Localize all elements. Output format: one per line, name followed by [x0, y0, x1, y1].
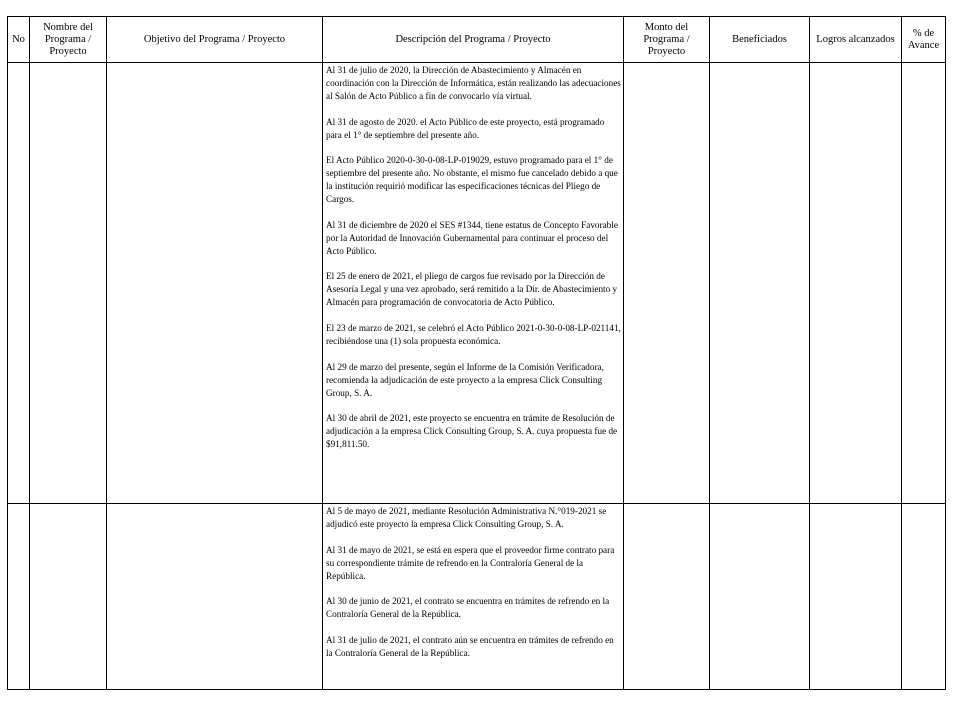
cell-objective [107, 63, 323, 504]
cell-program-name [30, 63, 107, 504]
cell-program-name [30, 504, 107, 690]
header-beneficiaries: Beneficiados [710, 17, 810, 63]
header-achievements: Logros alcanzados [810, 17, 902, 63]
header-amount: Monto del Programa / Proyecto [624, 17, 710, 63]
header-objective: Objetivo del Programa / Proyecto [107, 17, 323, 63]
description-paragraph: Al 31 de julio de 2020, la Dirección de Abastecimiento y Almacén en coordinación con la Dirección de Informática, están realizando las adecuaciones al Salón de Acto Público a fin de convocarlo vía virtual. [326, 65, 621, 101]
cell-achievements [810, 63, 902, 504]
table-row [8, 63, 946, 504]
cell-beneficiaries [710, 63, 810, 504]
cell-amount [624, 504, 710, 690]
header-description: Descripción del Programa / Proyecto [323, 17, 624, 63]
description-paragraph: El Acto Público 2020-0-30-0-08-LP-019029, estuvo programado para el 1° de septiembre del presente año. No obstante, el mismo fue cancelado debido a que la institución requirió modificar las especificaciones técnicas del Pliego de Cargos. [326, 155, 618, 205]
description-paragraph: Al 29 de marzo del presente, según el Informe de la Comisión Verificadora, recomienda la adjudicación de este proyecto a la empresa Click Consulting Group, S. A. [326, 361, 604, 398]
description-paragraph: Al 5 de mayo de 2021, mediante Resolución Administrativa N.°019-2021 se adjudicó este proyecto la empresa Click Consulting Group, S. A. [326, 506, 607, 529]
header-progress: % de Avance [902, 17, 946, 63]
description-paragraph: Al 31 de diciembre de 2020 el SES #1344, tiene estatus de Concepto Favorable por la Autoridad de Innovación Gubernamental para continuar el proceso del Acto Público. [326, 219, 618, 256]
table-row [8, 504, 946, 690]
cell-no [8, 63, 30, 504]
cell-no [8, 504, 30, 690]
description-paragraph: El 23 de marzo de 2021, se celebró el Acto Público 2021-0-30-0-08-LP-021141, recibiéndose una (1) sola propuesta económica. [326, 323, 621, 346]
header-program-name: Nombre del Programa / Proyecto [30, 17, 107, 63]
description-paragraph: El 25 de enero de 2021, el pliego de cargos fue revisado por la Dirección de Asesoría Legal y una vez aprobado, será remitido a la Dir. de Abastecimiento y Almacén para programación de convocatoria de Acto Público. [326, 271, 618, 308]
description-paragraph: Al 30 de junio de 2021, el contrato se encuentra en trámites de refrendo en la Contraloría General de la República. [326, 596, 610, 620]
header-no: No [8, 17, 30, 63]
cell-description [323, 63, 624, 504]
program-table [7, 16, 946, 690]
description-paragraph: Al 31 de agosto de 2020. el Acto Público de este proyecto, está programado para el 1° de septiembre del presente año. [326, 116, 605, 140]
cell-progress [902, 63, 946, 504]
description-paragraph: Al 31 de mayo de 2021, se está en espera que el proveedor firme contrato para su correspondiente trámite de refrendo en la Contraloría General de la República. [326, 544, 615, 581]
cell-achievements [810, 504, 902, 690]
header-row [8, 17, 946, 63]
cell-description [323, 504, 624, 690]
description-paragraph: Al 31 de julio de 2021, el contrato aún se encuentra en trámites de refrendo en la Contraloría General de la República. [326, 635, 614, 658]
cell-progress [902, 504, 946, 690]
cell-beneficiaries [710, 504, 810, 690]
cell-amount [624, 63, 710, 504]
cell-objective [107, 504, 323, 690]
description-paragraph: Al 30 de abril de 2021, este proyecto se encuentra en trámite de Resolución de adjudicación a la empresa Click Consulting Group, S. A. cuya propuesta fue de $91,811.50. [326, 413, 618, 450]
